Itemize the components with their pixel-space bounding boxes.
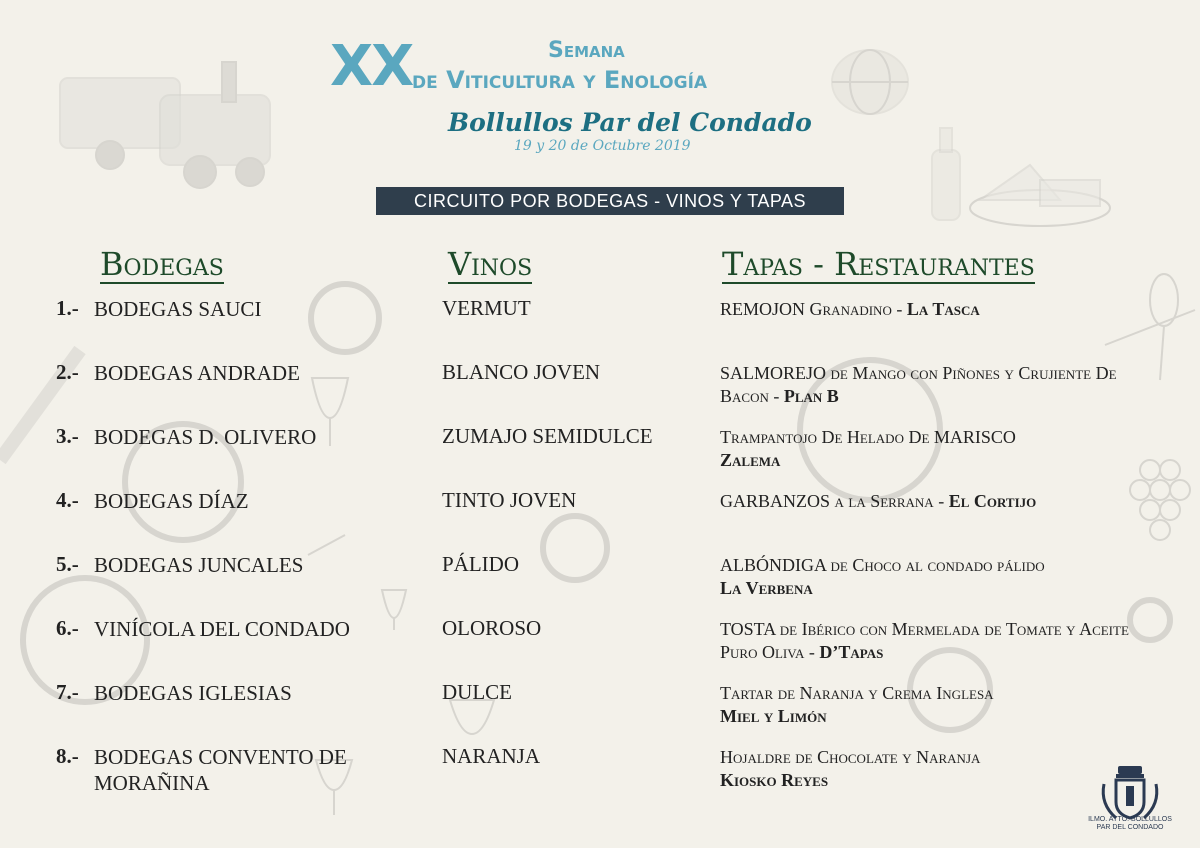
wine-type: BLANCO JOVEN [442,360,601,384]
wine-barrel-icon [832,50,908,114]
tapa-description [720,362,1140,408]
tapa-dish: Hojaldre de Chocolate y Naranja [720,747,981,767]
row-number: 8.- [56,744,79,768]
header-line-1: Semana [548,38,625,63]
tapa-description [720,682,1140,728]
tapa-dish: REMOJON Granadino - [720,299,907,319]
bodega-name: VINÍCOLA DEL CONDADO [94,617,350,641]
bodega-name: BODEGAS D. OLIVERO [94,425,317,449]
row-number: 5.- [56,552,79,576]
wine-type: TINTO JOVEN [442,488,577,512]
edition-number: XX [330,34,413,99]
wine-type: OLOROSO [442,616,542,640]
row-number: 2.- [56,360,79,384]
event-dates: 19 y 20 de Octubre 2019 [514,138,691,154]
wine-type: DULCE [442,680,512,704]
bodega-name: BODEGAS SAUCI [94,297,262,321]
tapa-description [720,298,1140,321]
tapa-dish: ALBÓNDIGA de Choco al condado pálido [720,555,1045,575]
bodega-name: BODEGAS JUNCALES [94,553,304,577]
restaurant-name: La Verbena [720,578,813,598]
restaurant-name: Plan B [783,386,839,406]
circuit-banner: CIRCUITO POR BODEGAS - VINOS Y TAPAS [376,187,844,215]
row-number: 7.- [56,680,79,704]
bodega-name: BODEGAS IGLESIAS [94,681,292,705]
tapa-description [720,554,1140,600]
column-header-vinos: Vinos [448,245,533,283]
tapa-dish: GARBANZOS a la Serrana - [720,491,949,511]
tapa-description [720,746,1140,792]
tapa-dish: Trampantojo De Helado De MARISCO [720,427,1016,447]
logo-caption: ILMO. AYTO. BOLLULLOS PAR DEL CONDADO [1088,816,1172,831]
tapa-description [720,618,1140,664]
bodega-name: BODEGAS DÍAZ [94,489,249,513]
header-line-2: de Viticultura y Enología [412,66,708,94]
cheese-board-icon [932,128,1110,226]
wine-type: PÁLIDO [442,552,519,576]
tapa-description [720,490,1140,513]
wine-type: VERMUT [442,296,531,320]
bodega-name: BODEGAS ANDRADE [94,361,300,385]
tapa-dish: SALMOREJO de Mango con Piñones y Crujiente De Bacon - [720,363,1117,406]
restaurant-name: D’Tapas [819,642,884,662]
bodega-name: BODEGAS CONVENTO DE MORAÑINA [94,745,347,795]
row-number: 6.- [56,616,79,640]
column-header-bodegas: Bodegas [100,245,224,283]
town-name: Bollullos Par del Condado [448,108,812,137]
row-number: 3.- [56,424,79,448]
tapa-description [720,426,1140,472]
restaurant-name: Miel y Limón [720,706,827,726]
tapa-dish: Tartar de Naranja y Crema Inglesa [720,683,994,703]
tapa-dish: TOSTA de Ibérico con Mermelada de Tomate y Aceite Puro Oliva - [720,619,1129,662]
restaurant-name: El Cortijo [948,491,1037,511]
wine-type: ZUMAJO SEMIDULCE [442,424,653,448]
restaurant-name: Zalema [720,450,781,470]
restaurant-name: La Tasca [906,299,980,319]
restaurant-name: Kiosko Reyes [720,770,829,790]
row-number: 1.- [56,296,79,320]
column-header-tapas: Tapas - Restaurantes [722,245,1035,283]
row-number: 4.- [56,488,79,512]
tourist-train-icon [60,62,270,188]
wine-type: NARANJA [442,744,541,768]
